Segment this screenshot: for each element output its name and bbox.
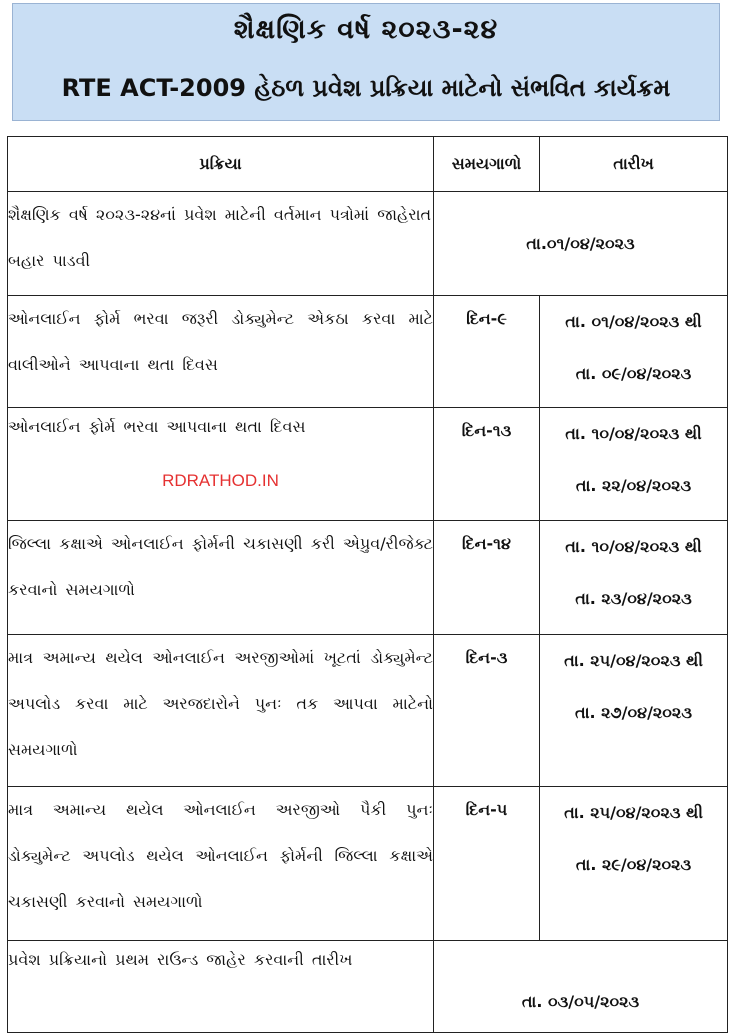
process-text: ઓનલાઈન ફોર્મ ભરવા આપવાના થતા દિવસ bbox=[8, 417, 306, 436]
process-cell: જિલ્લા કક્ષાએ ઓનલાઈન ફોર્મની ચકાસણી કરી એપ્રુવ/રીજેક્ટ કરવાનો સમયગાળો bbox=[8, 521, 434, 635]
duration-cell: દિન-૧૩ bbox=[434, 408, 540, 521]
table-row bbox=[8, 296, 728, 408]
date-from: તા. ૧૦/૦૪/૨૦૨૩ થી bbox=[565, 537, 702, 556]
process-cell bbox=[8, 408, 434, 521]
column-header-duration: સમયગાળો bbox=[434, 137, 540, 192]
watermark-text: RDRATHOD.IN bbox=[162, 471, 279, 490]
table-row bbox=[8, 941, 728, 1033]
duration-cell: દિન-૩ bbox=[434, 635, 540, 787]
date-cell bbox=[540, 787, 728, 941]
date-to: તા. ૨૭/૦૪/૨૦૨૩ bbox=[574, 703, 692, 722]
schedule-table bbox=[7, 136, 728, 1033]
table-row bbox=[8, 192, 728, 296]
process-cell: માત્ર અમાન્ય થયેલ ઓનલાઈન અરજીઓ પૈકી પુનઃ ડોક્યુમેન્ટ અપલોડ થયેલ ઓનલાઈન ફોર્મની જિલ્લા કક્ષાએ ચકાસણી કરવાનો સમયગાળો bbox=[8, 787, 434, 941]
process-cell: માત્ર અમાન્ય થયેલ ઓનલાઈન અરજીઓમાં ખૂટતાં ડોક્યુમેન્ટ અપલોડ કરવા માટે અરજદારોને પુનઃ તક આપવા માટેનો સમયગાળો bbox=[8, 635, 434, 787]
date-cell bbox=[540, 408, 728, 521]
table-header-row bbox=[8, 137, 728, 192]
date-cell bbox=[540, 635, 728, 787]
duration-cell: દિન-૯ bbox=[434, 296, 540, 408]
date-cell: તા. ૦૩/૦૫/૨૦૨૩ bbox=[434, 941, 728, 1033]
process-cell: ઓનલાઈન ફોર્મ ભરવા જરૂરી ડોક્યુમેન્ટ એકઠા કરવા માટે વાલીઓને આપવાના થતા દિવસ bbox=[8, 296, 434, 408]
date-from: તા. ૨૫/૦૪/૨૦૨૩ થી bbox=[564, 651, 703, 670]
date-to: તા. ૨૨/૦૪/૨૦૨૩ bbox=[575, 476, 692, 495]
title-banner bbox=[12, 3, 720, 121]
date-from: તા. ૧૦/૦૪/૨૦૨૩ થી bbox=[565, 424, 702, 443]
date-to: તા. ૦૯/૦૪/૨૦૨૩ bbox=[575, 364, 692, 383]
date-from: તા. ૨૫/૦૪/૨૦૨૩ થી bbox=[564, 803, 703, 822]
table-row bbox=[8, 787, 728, 941]
table-row bbox=[8, 408, 728, 521]
duration-cell: દિન-૧૪ bbox=[434, 521, 540, 635]
column-header-date: તારીખ bbox=[540, 137, 728, 192]
date-cell: તા.૦૧/૦૪/૨૦૨૩ bbox=[434, 192, 728, 296]
academic-year-title: શૈક્ષણિક વર્ષ ૨૦૨૩-૨૪ bbox=[233, 14, 499, 45]
process-cell: પ્રવેશ પ્રક્રિયાનો પ્રથમ રાઉન્ડ જાહેર કરવાની તારીખ bbox=[8, 941, 434, 1033]
table-row bbox=[8, 635, 728, 787]
schedule-title: RTE ACT-2009 હેઠળ પ્રવેશ પ્રક્રિયા માટેનો સંભવિત કાર્યક્રમ bbox=[61, 74, 671, 102]
date-to: તા. ૨૩/૦૪/૨૦૨૩ bbox=[575, 589, 692, 608]
process-cell: શૈક્ષણિક વર્ષ ૨૦૨૩-૨૪નાં પ્રવેશ માટેની વર્તમાન પત્રોમાં જાહેરાત બહાર પાડવી bbox=[8, 192, 434, 296]
date-to: તા. ૨૯/૦૪/૨૦૨૩ bbox=[575, 855, 692, 874]
date-cell bbox=[540, 296, 728, 408]
column-header-process: પ્રક્રિયા bbox=[8, 137, 434, 192]
date-cell bbox=[540, 521, 728, 635]
duration-cell: દિન-૫ bbox=[434, 787, 540, 941]
date-from: તા. ૦૧/૦૪/૨૦૨૩ થી bbox=[565, 312, 702, 331]
table-row bbox=[8, 521, 728, 635]
